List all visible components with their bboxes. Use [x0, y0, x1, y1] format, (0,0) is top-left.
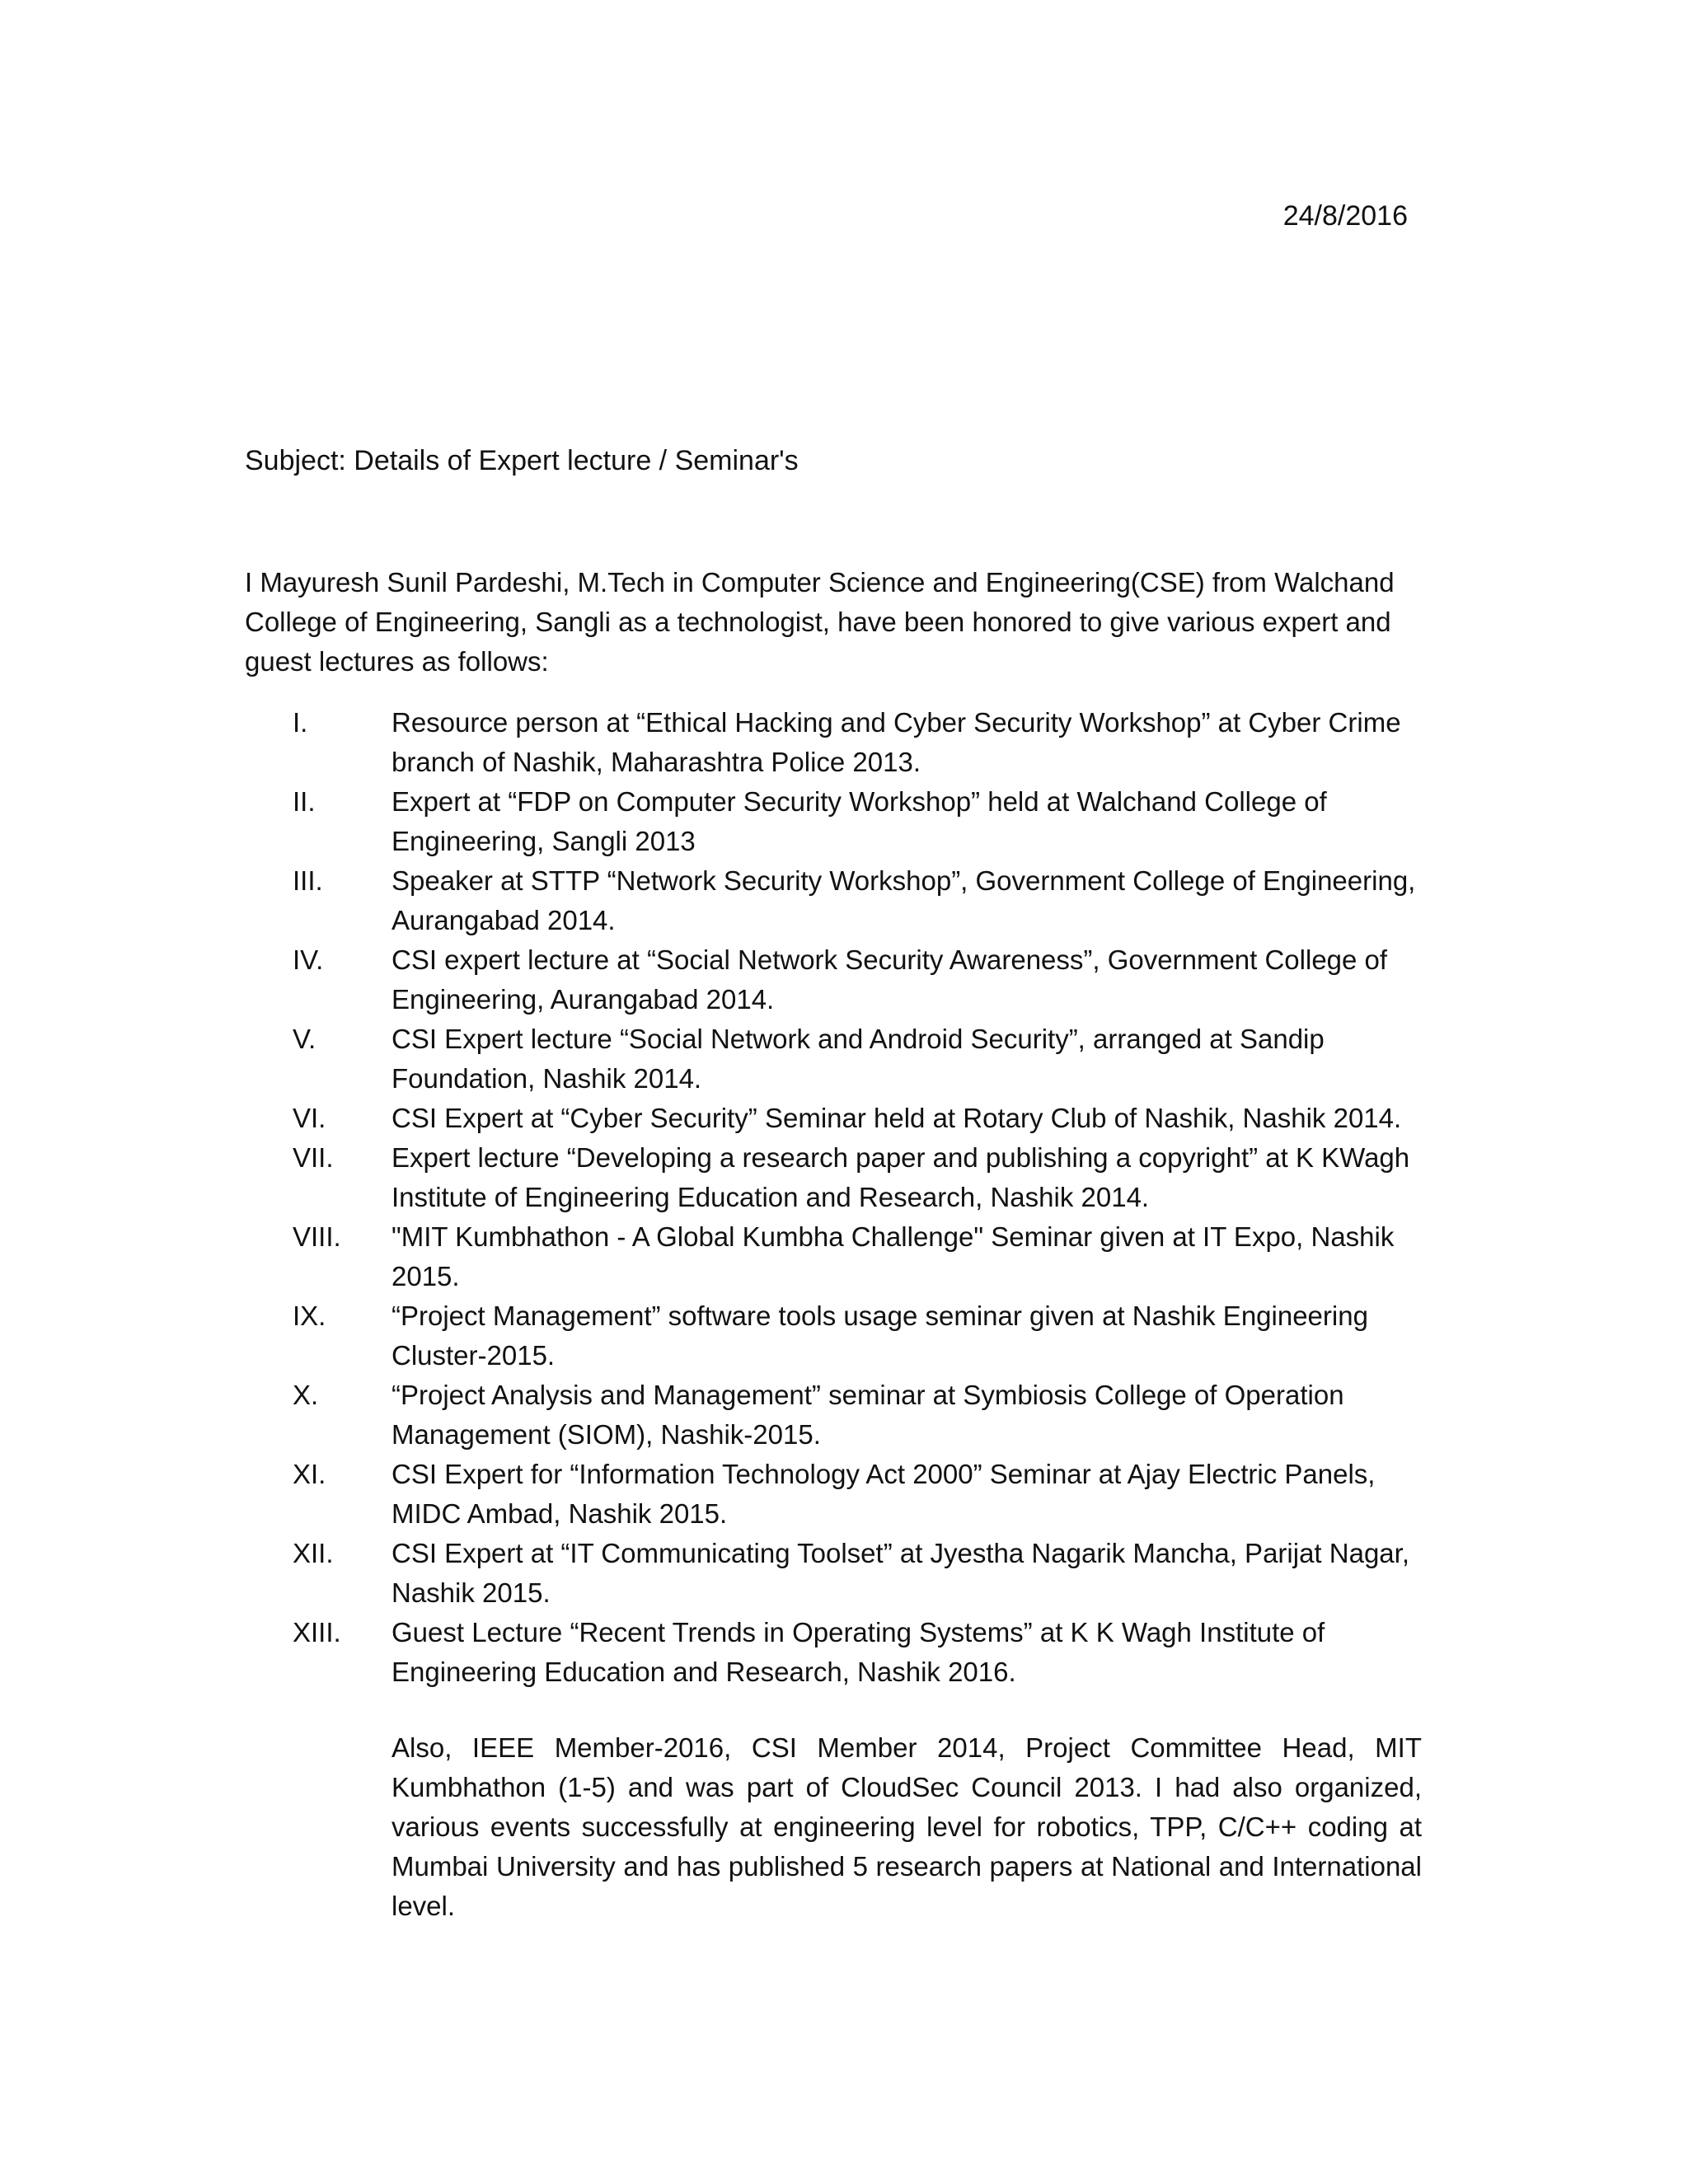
list-item-numeral: II. [293, 786, 316, 817]
list-item [245, 1019, 1423, 1099]
list-item-text: Speaker at STTP “Network Security Workshop”, Government College of Engineering, Aurangabad 2014. [392, 865, 1416, 935]
list-item [245, 1138, 1423, 1217]
list-item-numeral: VI. [293, 1103, 326, 1133]
list-item-numeral: VIII. [293, 1221, 341, 1252]
list-item-numeral: VII. [293, 1142, 334, 1173]
list-item [245, 703, 1423, 782]
list-item-numeral: IV. [293, 944, 324, 975]
list-item [245, 1099, 1423, 1138]
intro-paragraph: I Mayuresh Sunil Pardeshi, M.Tech in Computer Science and Engineering(CSE) from Walchand College of Engineering, Sangli as a technologist, have been honored to give various expert and guest lectures as follows: [245, 567, 1395, 677]
list-item-text: CSI Expert lecture “Social Network and Android Security”, arranged at Sandip Foundation, Nashik 2014. [392, 1024, 1325, 1094]
list-item-text: CSI expert lecture at “Social Network Security Awareness”, Government College of Engineering, Aurangabad 2014. [392, 944, 1388, 1015]
list-item-text: CSI Expert at “Cyber Security” Seminar held at Rotary Club of Nashik, Nashik 2014. [392, 1103, 1402, 1133]
list-item-text: “Project Analysis and Management” seminar at Symbiosis College of Operation Management (SIOM), Nashik-2015. [392, 1380, 1344, 1450]
list-item [245, 1217, 1423, 1296]
list-item [245, 1296, 1423, 1376]
letter-date: 24/8/2016 [1282, 200, 1408, 232]
list-item [245, 1534, 1423, 1613]
letter-subject: Subject: Details of Expert lecture / Seminar's [245, 445, 799, 476]
list-item [245, 940, 1423, 1019]
list-item-numeral: I. [293, 707, 308, 738]
list-item [245, 861, 1423, 940]
list-item [245, 1613, 1423, 1692]
list-item-text: Guest Lecture “Recent Trends in Operating Systems” at K K Wagh Institute of Engineering Education and Research, Nashik 2016. [392, 1617, 1325, 1687]
list-item-numeral: X. [293, 1380, 319, 1410]
list-item-numeral: XI. [293, 1459, 326, 1489]
list-item-numeral: IX. [293, 1301, 326, 1331]
list-item-text: CSI Expert for “Information Technology Act 2000” Seminar at Ajay Electric Panels, MIDC Ambad, Nashik 2015. [392, 1459, 1376, 1529]
list-item-text: "MIT Kumbhathon - A Global Kumbha Challenge" Seminar given at IT Expo, Nashik 2015. [392, 1221, 1395, 1291]
lecture-list [245, 703, 1423, 1692]
list-item-numeral: XII. [293, 1538, 334, 1568]
list-item-numeral: III. [293, 865, 323, 896]
list-item-text: “Project Management” software tools usage seminar given at Nashik Engineering Cluster-2015. [392, 1301, 1368, 1371]
list-item-text: CSI Expert at “IT Communicating Toolset” at Jyestha Nagarik Mancha, Parijat Nagar, Nashik 2015. [392, 1538, 1409, 1608]
list-item [245, 1376, 1423, 1455]
list-item-text: Expert at “FDP on Computer Security Workshop” held at Walchand College of Engineering, Sangli 2013 [392, 786, 1327, 856]
list-item-numeral: XIII. [293, 1617, 341, 1647]
closing-paragraph: Also, IEEE Member-2016, CSI Member 2014, Project Committee Head, MIT Kumbhathon (1-5) and was part of CloudSec Council 2013. I had also organized, various events successfully at engineering level for robotics, TPP, C/C++ coding at Mumbai University and has published 5 research papers at National and International level. [392, 1732, 1422, 1921]
list-item-numeral: V. [293, 1024, 316, 1054]
list-item [245, 1455, 1423, 1534]
list-item-text: Resource person at “Ethical Hacking and Cyber Security Workshop” at Cyber Crime branch of Nashik, Maharashtra Police 2013. [392, 707, 1401, 777]
list-item [245, 782, 1423, 861]
list-item-text: Expert lecture “Developing a research paper and publishing a copyright” at K KWagh Institute of Engineering Education and Research, Nashik 2014. [392, 1142, 1410, 1212]
